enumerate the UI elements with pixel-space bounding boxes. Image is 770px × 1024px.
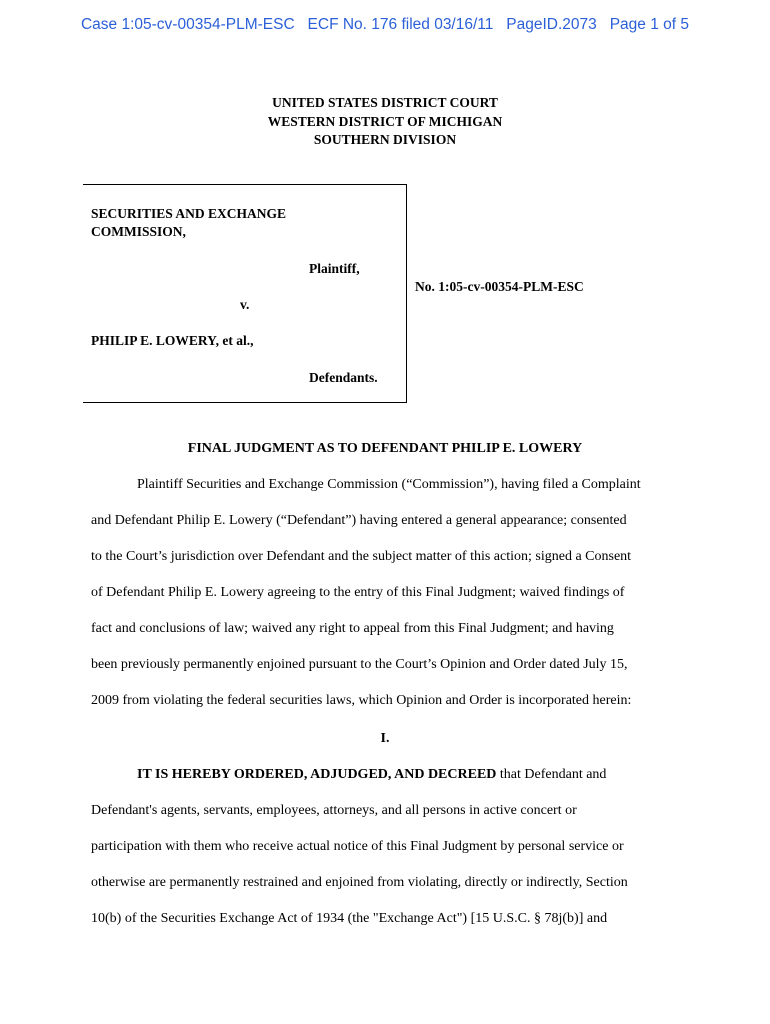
defendant-name: PHILIP E. LOWERY, et al., xyxy=(91,333,254,348)
court-division-line: SOUTHERN DIVISION xyxy=(313,132,457,147)
paragraph1-line: 2009 from violating the federal securities laws, which Opinion and Order is incorporated herein: xyxy=(91,693,632,708)
paragraph2-line: Defendant's agents, servants, employees, attorneys, and all persons in active concert or xyxy=(91,803,577,818)
paragraph1-line: Plaintiff Securities and Exchange Commission (“Commission”), having filed a Complaint xyxy=(137,477,641,492)
paragraph1-line: fact and conclusions of law; waived any right to appeal from this Final Judgment; and having xyxy=(91,621,614,636)
versus-label: v. xyxy=(240,297,250,312)
paragraph1-line: of Defendant Philip E. Lowery agreeing to the entry of this Final Judgment; waived findings of xyxy=(91,585,625,600)
plaintiff-name-line1: SECURITIES AND EXCHANGE xyxy=(91,206,287,221)
paragraph1-line: been previously permanently enjoined pursuant to the Court’s Opinion and Order dated July 15, xyxy=(91,657,628,672)
decree-lead: IT IS HEREBY ORDERED, ADJUDGED, AND DECREED xyxy=(137,767,497,782)
court-name-line: UNITED STATES DISTRICT COURT xyxy=(272,95,498,110)
ecf-header-stamp: Case 1:05-cv-00354-PLM-ESC ECF No. 176 filed 03/16/11 PageID.2073 Page 1 of 5 xyxy=(80,16,689,33)
document-title: FINAL JUDGMENT AS TO DEFENDANT PHILIP E. LOWERY xyxy=(187,441,583,456)
plaintiff-name-line2: COMMISSION, xyxy=(91,224,186,239)
defendant-role: Defendants. xyxy=(309,370,378,385)
plaintiff-role: Plaintiff, xyxy=(309,261,360,276)
section-number: I. xyxy=(380,731,390,746)
paragraph1-line: and Defendant Philip E. Lowery (“Defendant”) having entered a general appearance; consented xyxy=(91,513,627,528)
decree-lead-rest: that Defendant and xyxy=(496,767,607,782)
paragraph1-line: to the Court’s jurisdiction over Defendant and the subject matter of this action; signed a Consent xyxy=(91,549,632,564)
case-number: No. 1:05-cv-00354-PLM-ESC xyxy=(415,279,584,294)
paragraph2-line: 10(b) of the Securities Exchange Act of 1934 (the "Exchange Act") [15 U.S.C. § 78j(b)] and xyxy=(91,911,608,926)
paragraph2-line: otherwise are permanently restrained and enjoined from violating, directly or indirectly, Section xyxy=(91,875,628,890)
paragraph2-first-line xyxy=(137,767,606,783)
paragraph2-line: participation with them who receive actual notice of this Final Judgment by personal service or xyxy=(91,839,624,854)
court-district-line: WESTERN DISTRICT OF MICHIGAN xyxy=(267,113,503,129)
court-heading xyxy=(0,94,770,150)
